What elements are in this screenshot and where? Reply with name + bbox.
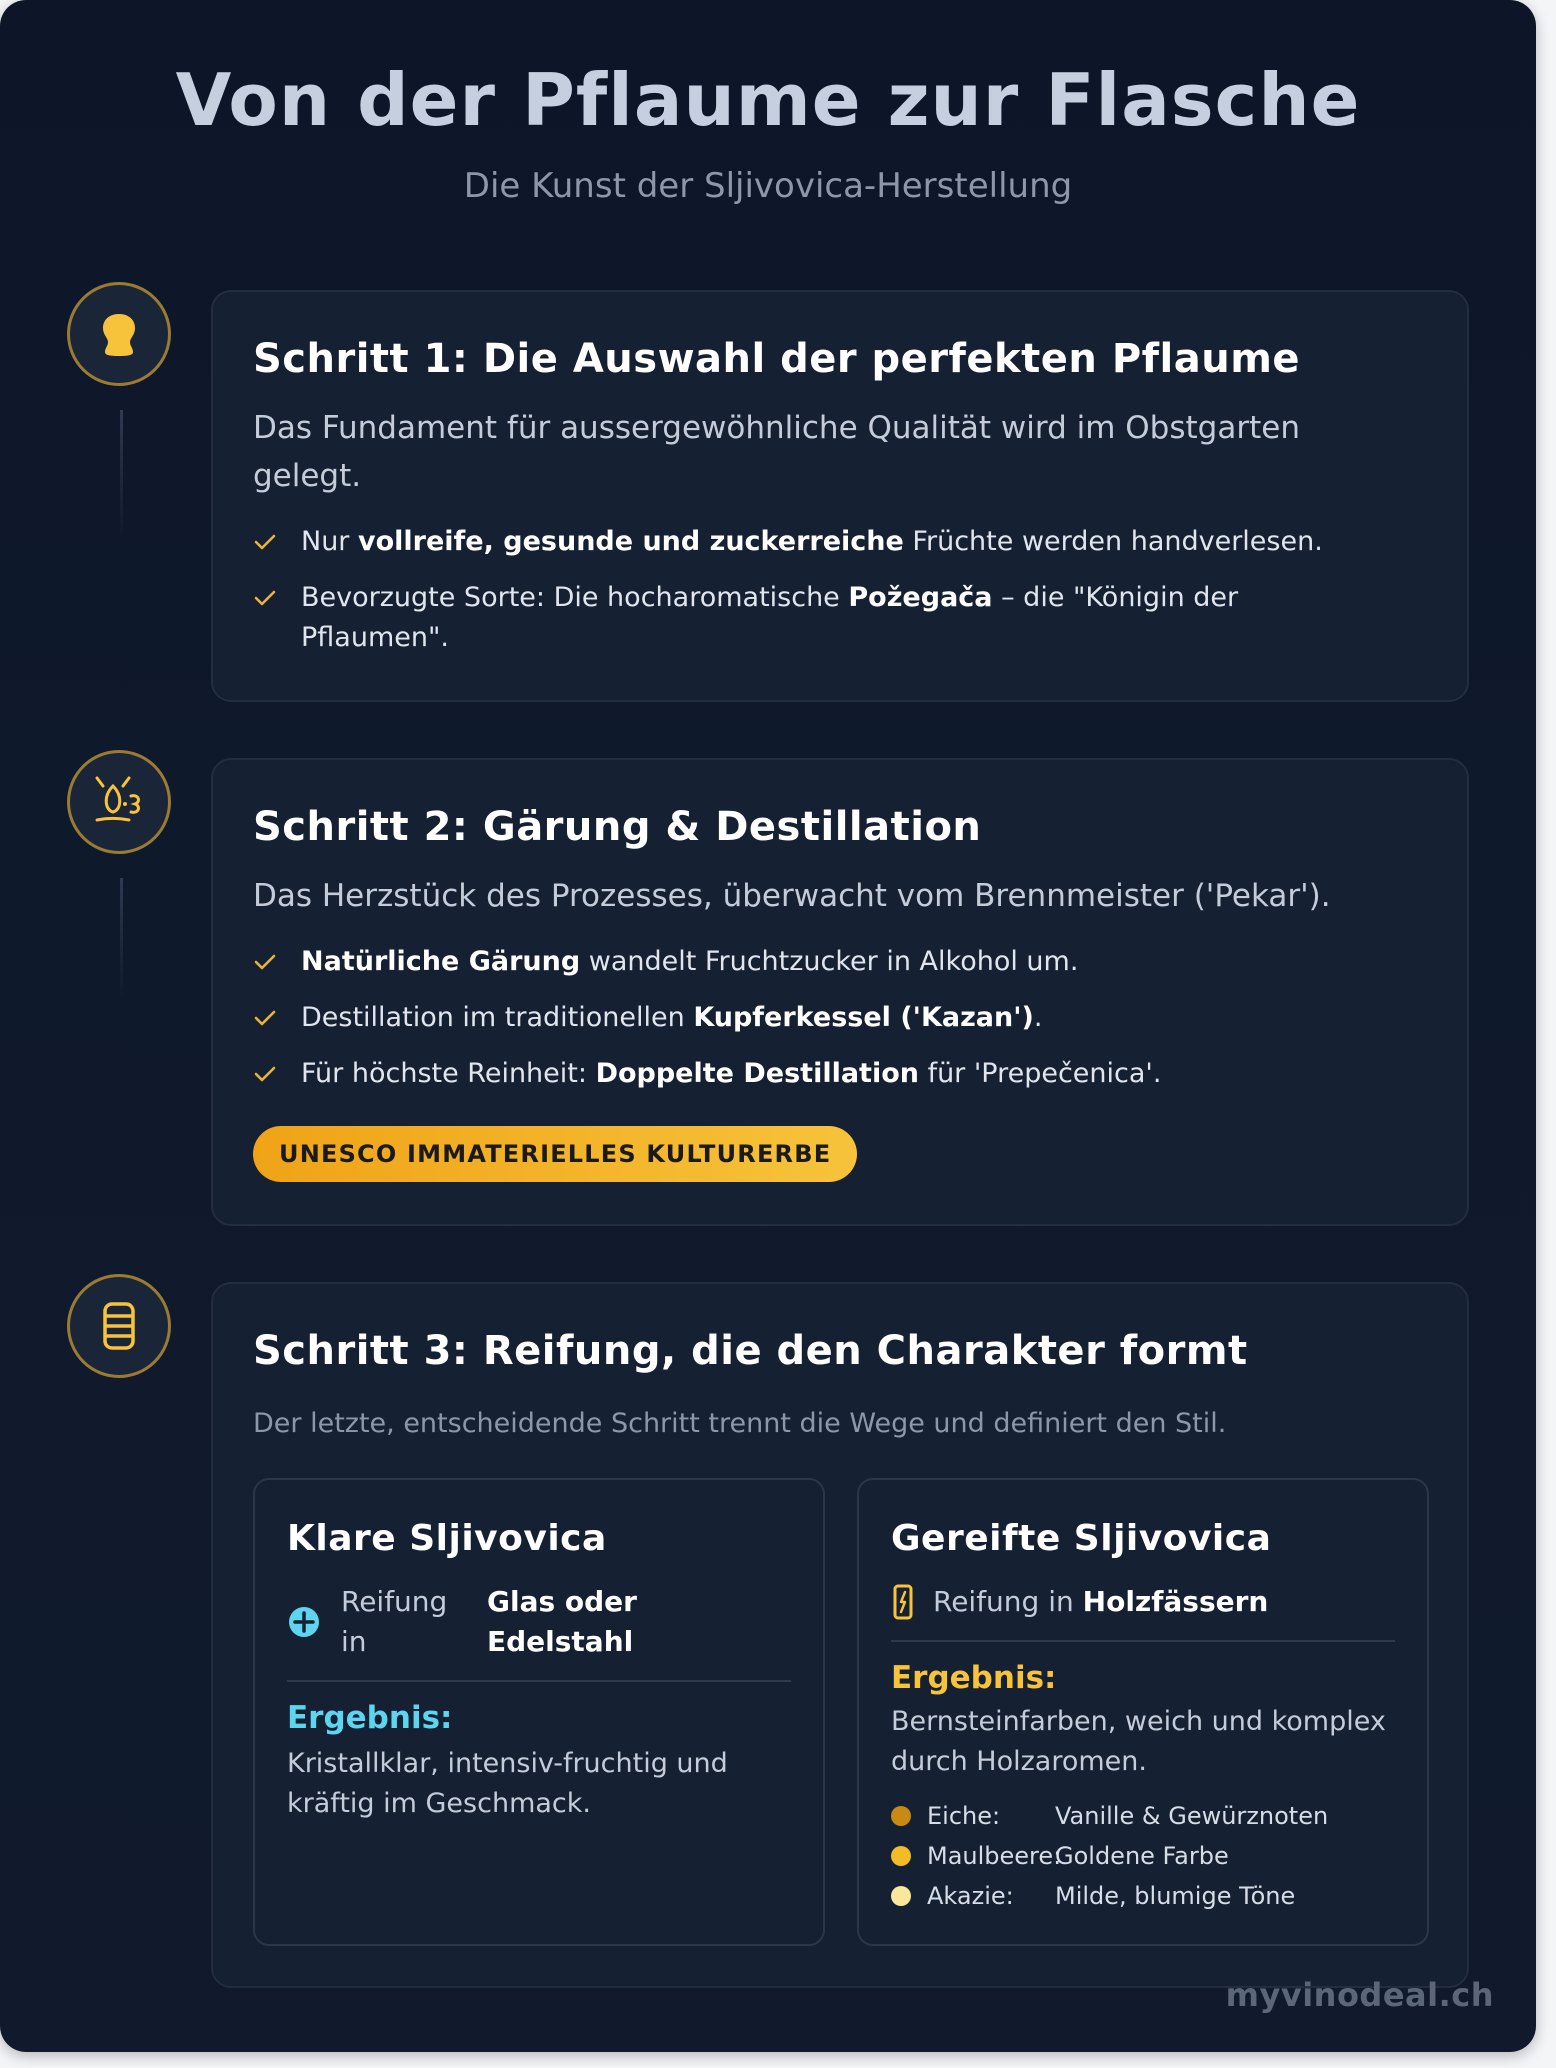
step-title: Schritt 1: Die Auswahl der perfekten Pflaume bbox=[253, 336, 1301, 382]
bullet-dot-icon bbox=[891, 1806, 911, 1826]
list-item: Für höchste Reinheit: Doppelte Destillation für 'Prepečenica'. bbox=[253, 1054, 1413, 1094]
check-icon bbox=[253, 942, 301, 982]
timeline-connector bbox=[120, 410, 123, 540]
list-item: Destillation im traditionellen Kupferkessel ('Kazan'). bbox=[253, 998, 1413, 1038]
clear-sljivovica-card bbox=[253, 1478, 825, 1946]
bottle-icon bbox=[891, 1582, 915, 1622]
step-intro: Das Herzstück des Prozesses, überwacht vom Brennmeister ('Pekar'). bbox=[253, 878, 1331, 914]
result-text: Bernsteinfarben, weich und komplex durch Holzaromen. bbox=[891, 1706, 1386, 1777]
wood-type-row: Eiche: Vanille & Gewürznoten bbox=[891, 1796, 1328, 1836]
step-title: Schritt 3: Reifung, die den Charakter formt bbox=[253, 1328, 1248, 1374]
check-icon bbox=[253, 522, 301, 562]
list-item: Bevorzugte Sorte: Die hocharomatische Požegača – die "Königin der Pflaumen". bbox=[253, 578, 1273, 658]
bullet-dot-icon bbox=[891, 1846, 911, 1866]
aged-sljivovica-card bbox=[857, 1478, 1429, 1946]
bullet-dot-icon bbox=[891, 1886, 911, 1906]
step-card-1 bbox=[211, 290, 1469, 702]
unesco-badge: UNESCO IMMATERIELLES KULTURERBE bbox=[253, 1126, 857, 1182]
result-text: Kristallklar, intensiv-fruchtig und kräftig im Geschmack. bbox=[287, 1748, 728, 1819]
list-item: Natürliche Gärung wandelt Fruchtzucker in Alkohol um. bbox=[253, 942, 1413, 982]
check-icon bbox=[253, 578, 301, 618]
check-icon bbox=[253, 1054, 301, 1094]
step-intro: Das Fundament für aussergewöhnliche Qualität wird im Obstgarten gelegt. bbox=[253, 410, 1300, 494]
wood-type-row: Akazie: Milde, blumige Töne bbox=[891, 1876, 1295, 1916]
check-icon bbox=[253, 998, 301, 1038]
step-card-3 bbox=[211, 1282, 1469, 1988]
sub-card-title: Klare Sljivovica bbox=[287, 1518, 607, 1559]
divider bbox=[891, 1640, 1395, 1642]
plum-icon bbox=[67, 282, 171, 386]
brand-footer: myvinodeal.ch bbox=[1225, 1976, 1494, 2014]
barrel-icon bbox=[67, 1274, 171, 1378]
page-subtitle: Die Kunst der Sljivovica-Herstellung bbox=[463, 166, 1073, 206]
result-label: Ergebnis: bbox=[891, 1660, 1057, 1696]
step-title: Schritt 2: Gärung & Destillation bbox=[253, 804, 982, 850]
step-intro: Der letzte, entscheidende Schritt trennt die Wege und definiert den Stil. bbox=[253, 1408, 1227, 1439]
divider bbox=[287, 1680, 791, 1682]
wood-type-row: Maulbeere: Goldene Farbe bbox=[891, 1836, 1229, 1876]
plus-circle-icon bbox=[287, 1605, 321, 1639]
list-item: Nur vollreife, gesunde und zuckerreiche Früchte werden handverlesen. bbox=[253, 522, 1413, 562]
step-card-2 bbox=[211, 758, 1469, 1226]
aging-row: Reifung in Glas oder Edelstahl bbox=[287, 1582, 647, 1662]
page-title: Von der Pflaume zur Flasche bbox=[175, 58, 1361, 142]
aging-row: Reifung in Holzfässern bbox=[891, 1582, 1268, 1622]
result-label: Ergebnis: bbox=[287, 1700, 453, 1736]
sub-card-title: Gereifte Sljivovica bbox=[891, 1518, 1272, 1559]
timeline-connector bbox=[120, 878, 123, 998]
fermentation-icon bbox=[67, 750, 171, 854]
